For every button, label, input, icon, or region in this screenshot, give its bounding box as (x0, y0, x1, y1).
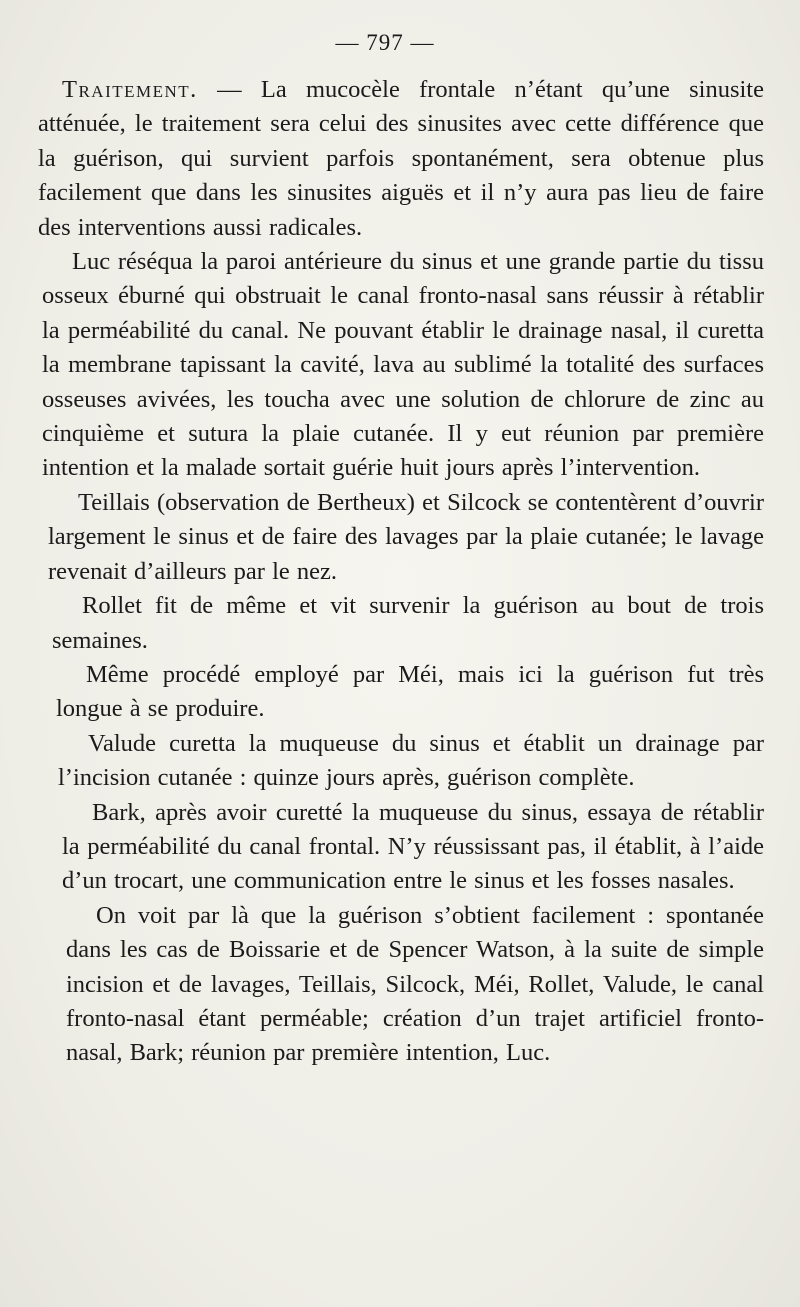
paragraph-luc: Luc réséqua la paroi antérieure du sinus et une grande partie du tissu osseux éburné qui obstruait le canal fronto-nasal sans réussir à rétablir la perméabilité du canal. Ne pouvant établir le drainage nasal, il curetta la membrane tapissant la cavité, lava au sublimé la totalité des surfaces osseuses avivées, les toucha avec une solution de chlorure de zinc au cinquième et sutura la plaie cutanée. Il y eut réunion par première intention et la malade sortait guérie huit jours après l’intervention. (42, 248, 764, 482)
page-number: — 797 — (335, 30, 435, 55)
paragraph-teillais: Teillais (observation de Bertheux) et Silcock se contentèrent d’ouvrir largement le sinus et de faire des lavages par la plaie cutanée; le lavage revenait d’ailleurs par le nez. (48, 488, 764, 585)
paragraph-rollet: Rollet fit de même et vit survenir la guérison au bout de trois semaines. (52, 592, 764, 654)
paragraph-valude: Valude curetta la muqueuse du sinus et établit un drainage par l’incision cutanée : quinze jours après, guérison complète. (58, 729, 764, 792)
paragraph-mei: Même procédé employé par Méi, mais ici la guérison fut très longue à se produire. (56, 660, 764, 723)
section-heading-traitement: Traitement. (62, 76, 198, 103)
paragraph-traitement (38, 73, 764, 245)
paragraph-bark: Bark, après avoir curetté la muqueuse du sinus, essaya de rétablir la perméabilité du canal frontal. N’y réussissant pas, il établit, à l’aide d’un trocart, une communication entre le sinus et les fosses nasales. (62, 798, 764, 895)
paragraph-conclusion: On voit par là que la guérison s’obtient facilement : spontanée dans les cas de Boissarie et de Spencer Watson, à la suite de simple incision et de lavages, Teillais, Silcock, Méi, Rollet, Valude, le canal fronto-nasal étant perméable; création d’un trajet artificiel fronto-nasal, Bark; réunion par première intention, Luc. (66, 901, 764, 1067)
body-text (38, 73, 764, 1071)
paragraph-traitement-text: — La mucocèle frontale n’étant qu’une sinusite atténuée, le traitement sera celui des sinusites avec cette différence que la guérison, qui survient parfois spontanément, sera obtenue plus facilement que dans les sinusites aiguës et il n’y aura pas lieu de faire des interventions aussi radicales. (38, 76, 764, 241)
